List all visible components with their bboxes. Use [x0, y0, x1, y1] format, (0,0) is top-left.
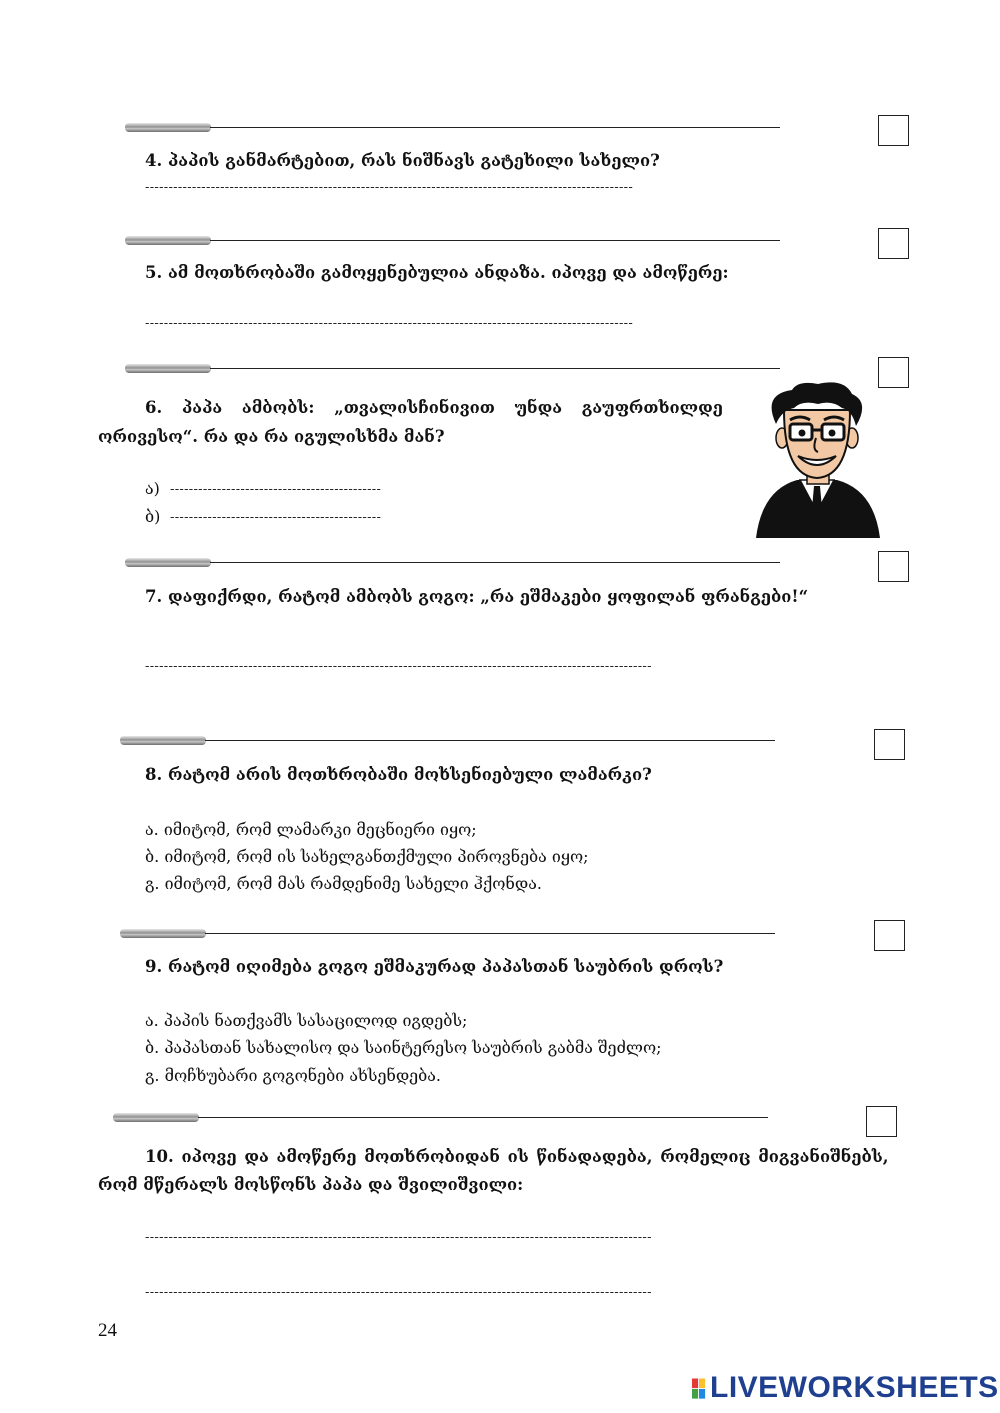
option-9-a[interactable]: ა. პაპის ნათქვამს სასაცილოდ იგდებს;: [145, 1011, 468, 1030]
section-divider-line: [210, 562, 780, 563]
logo-mark-icon: [692, 1378, 706, 1400]
page-number: 24: [98, 1320, 117, 1341]
section-divider-line: [210, 240, 780, 241]
question-10-line2: რომ მწერალს მოსწონს პაპა და შვილიშვილი:: [98, 1175, 524, 1194]
section-divider-bar: [120, 736, 206, 745]
answer-line-q5[interactable]: --------------------------------------------------------------------------------------------------------: [145, 316, 634, 331]
option-8-a[interactable]: ა. იმიტომ, რომ ლამარკი მეცნიერი იყო;: [145, 820, 477, 839]
answer-box-q9[interactable]: [874, 920, 905, 951]
option-8-b[interactable]: ბ. იმიტომ, რომ ის სახელგანთქმული პიროვნება იყო;: [145, 847, 589, 866]
section-divider-bar: [125, 123, 211, 132]
answer-box-q5[interactable]: [878, 228, 909, 259]
option-8-c[interactable]: გ. იმიტომ, რომ მას რამდენიმე სახელი ჰქონდა.: [145, 874, 542, 893]
logo-text: LIVEWORKSHEETS: [710, 1371, 999, 1404]
question-6-line2: ორივესო“. რა და რა იგულისხმა მან?: [98, 427, 445, 446]
question-5: 5. ამ მოთხრობაში გამოყენებულია ანდაზა. იპოვე და ამოწერე:: [145, 263, 729, 282]
answer-box-q6[interactable]: [878, 357, 909, 388]
answer-line-q6-a[interactable]: ---------------------------------------------: [170, 482, 382, 497]
answer-line-q10-a[interactable]: ------------------------------------------------------------------------------------------------------------: [145, 1230, 652, 1245]
section-divider-bar: [125, 236, 211, 245]
section-divider-bar: [125, 364, 211, 373]
section-divider-line: [210, 127, 780, 128]
question-4: 4. პაპის განმარტებით, რას ნიშნავს გატეხილი სახელი?: [145, 151, 660, 170]
question-7: 7. დაფიქრდი, რატომ ამბობს გოგო: „რა ეშმაკები ყოფილან ფრანგები!“: [145, 587, 809, 606]
liveworksheets-logo[interactable]: [692, 1371, 999, 1408]
section-divider-bar: [125, 558, 211, 567]
section-divider-line: [210, 368, 780, 369]
question-6-line1: 6. პაპა ამბობს: „თვალისჩინივით უნდა გაუფრთხილდე: [145, 398, 723, 417]
answer-line-q10-b[interactable]: ------------------------------------------------------------------------------------------------------------: [145, 1285, 652, 1300]
question-8: 8. რატომ არის მოთხრობაში მოხსენიებული ლამარკი?: [145, 765, 652, 784]
answer-box-q8[interactable]: [874, 729, 905, 760]
answer-line-q7[interactable]: ------------------------------------------------------------------------------------------------------------: [145, 659, 652, 674]
answer-box-q4[interactable]: [878, 115, 909, 146]
section-divider-line: [205, 933, 775, 934]
option-9-b[interactable]: ბ. პაპასთან სახალისო და საინტერესო საუბრის გაბმა შეძლო;: [145, 1038, 662, 1057]
section-divider-bar: [120, 929, 206, 938]
option-label-b: ბ): [145, 507, 161, 526]
question-10-line1: 10. იპოვე და ამოწერე მოთხრობიდან ის წინადადება, რომელიც მიგვანიშნებს,: [145, 1147, 889, 1166]
option-label-a: ა): [145, 479, 160, 498]
question-9: 9. რატომ იღიმება გოგო ეშმაკურად პაპასთან საუბრის დროს?: [145, 957, 724, 976]
section-divider-line: [198, 1117, 768, 1118]
option-9-c[interactable]: გ. მოჩხუბარი გოგონები ახსენდება.: [145, 1066, 441, 1085]
answer-box-q10[interactable]: [866, 1106, 897, 1137]
section-divider-bar: [113, 1113, 199, 1122]
cartoon-man-illustration: [752, 380, 882, 540]
answer-line-q4[interactable]: --------------------------------------------------------------------------------------------------------: [145, 180, 634, 195]
answer-box-q7[interactable]: [878, 551, 909, 582]
answer-line-q6-b[interactable]: ---------------------------------------------: [170, 510, 382, 525]
section-divider-line: [205, 740, 775, 741]
